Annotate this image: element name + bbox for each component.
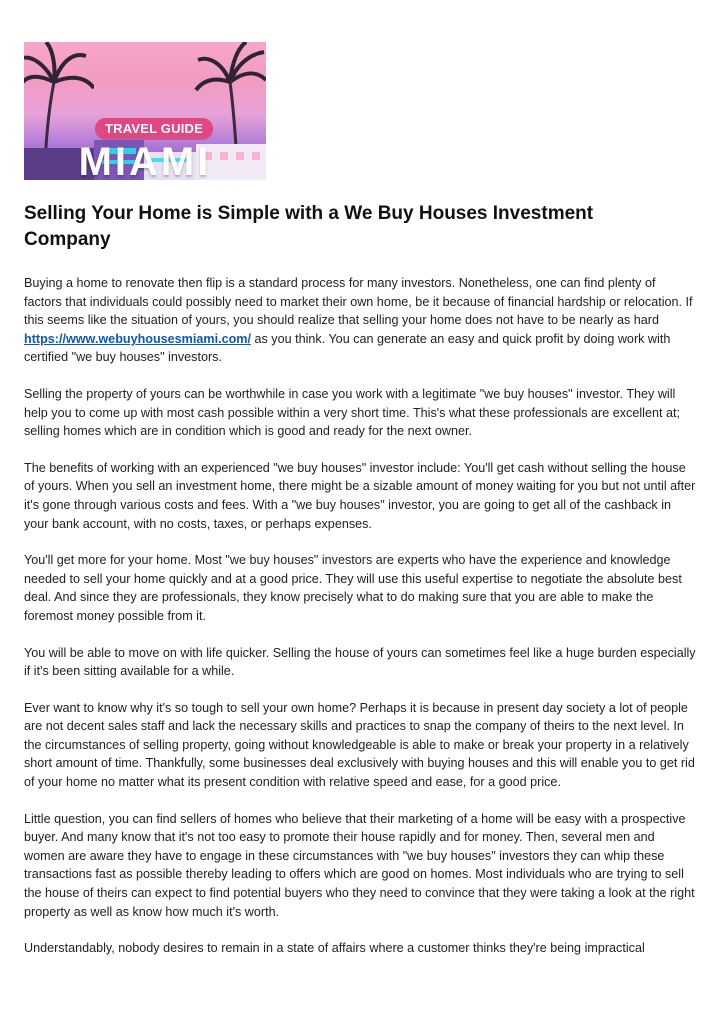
paragraph-6: Ever want to know why it's so tough to sell your own home? Perhaps it is because in present day society a lot of people are not decent sales staff and lack the necessary skills and practices to snap the company of theirs to the next level. In the circumstances of selling property, going without knowledgeable is able to make or break your property in a relatively short amount of time. Thankfully, some businesses deal exclusively with buying houses and this will enable you to get rid of your home no matter what its present condition with relative speed and ease, for a good price.: [24, 700, 695, 790]
webuyhousesmiami-link[interactable]: https://www.webuyhousesmiami.com/: [24, 331, 251, 346]
travel-guide-badge: TRAVEL GUIDE: [95, 118, 213, 139]
paragraph-1-text-before: Buying a home to renovate then flip is a standard process for many investors. Nonetheless, one can find plenty of factors that individuals could possibly need to market their own home, be it because of financial hardship or relocation. If this seems like the situation of yours, you should realize that selling your home does not have to be nearly as hard: [24, 276, 693, 328]
paragraph-7: Little question, you can find sellers of homes who believe that their marketing of a home will be easy with a prospective buyer. And many know that it's not too easy to promote their house rapidly and for money. Then, several men and women are aware they have to engage in these circumstances with "we buy houses" investors they can whip these transactions fast as possible thereby leading to offers which are good on homes. Most individuals who are trying to sell the house of theirs can expect to find potential buyers who they need to convince that they were taking a look at the right property as well as know how much it's worth.: [24, 811, 695, 919]
paragraph-2: Selling the property of yours can be worthwhile in case you work with a legitimate "we buy houses" investor. They will help you to come up with most cash possible within a very short time. This's what these professionals are excellent at; selling homes which are in condition which is good and ready for the next owner.: [24, 386, 680, 439]
article-title: Selling Your Home is Simple with a We Buy Houses Investment Company: [24, 203, 594, 250]
paragraph-1-text-after: as you think. You can generate an easy and quick profit by doing work with certified "we buy houses" investors.: [24, 331, 671, 365]
paragraph-5: You will be able to move on with life quicker. Selling the house of yours can sometimes feel like a huge burden especially if it's been sitting available for a while.: [24, 645, 696, 679]
paragraph-1: [24, 274, 696, 367]
miami-title: MIAMI: [78, 140, 212, 180]
paragraph-8: Understandably, nobody desires to remain in a state of affairs where a customer thinks they're being impractical: [24, 941, 645, 956]
paragraph-4: You'll get more for your home. Most "we buy houses" investors are experts who have the experience and knowledge needed to sell your home quickly and at a good price. They will use this useful expertise to negotiate the absolute best deal. And since they are professionals, they know precisely what to do making sure that you are able to make the foremost money possible from it.: [24, 553, 682, 623]
travel-guide-miami-image: [24, 42, 266, 180]
paragraph-3: The benefits of working with an experienced "we buy houses" investor include: You'll get cash without selling the house of yours. When you sell an investment home, there might be a sizable amount of money waiting for you but not until after it's gone through various costs and fees. With a "we buy houses" investor, you are going to get all of the cashback in your bank account, with no costs, taxes, or perhaps expenses.: [24, 460, 696, 531]
article-body: [24, 274, 696, 976]
